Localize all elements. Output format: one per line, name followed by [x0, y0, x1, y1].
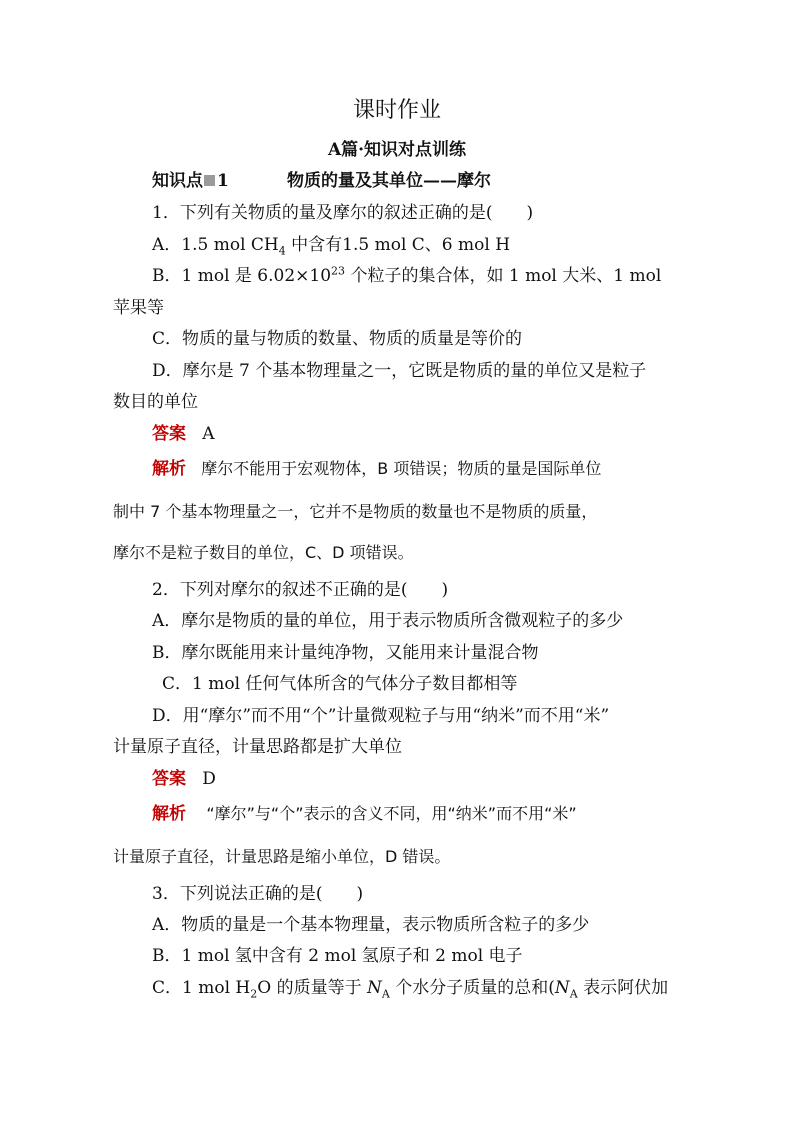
q1-option-b-text: B．1 mol 是 6.02×10: [152, 266, 332, 286]
q2-option-a: A．摩尔是物质的量的单位，用于表示物质所含微观粒子的多少: [152, 611, 624, 631]
q3-option-c-subscript: 2: [250, 987, 258, 1001]
q3-option-c: [152, 978, 669, 1001]
q1-option-a: [152, 235, 511, 258]
q1-analysis: [152, 459, 601, 479]
knowledge-point-number: 1: [217, 171, 229, 191]
q1-option-c: C．物质的量与物质的数量、物质的质量是等价的: [152, 329, 523, 349]
q2-option-b: B．摩尔既能用来计量纯净物，又能用来计量混合物: [152, 643, 539, 663]
q1-option-d: D．摩尔是 7 个基本物理量之一，它既是物质的量的单位又是粒子: [152, 361, 647, 381]
avogadro-symbol: N: [554, 978, 570, 998]
q1-option-a-text: A．1.5 mol CH: [152, 235, 279, 255]
q1-option-b-continued: 苹果等: [113, 298, 164, 318]
q2-analysis-line2: 计量原子直径，计量思路是缩小单位，D 错误。: [113, 847, 451, 866]
q2-answer: [152, 769, 216, 789]
avogadro-subscript: A: [381, 987, 390, 1001]
answer-label: 答案: [152, 424, 186, 444]
knowledge-point-label: 知识点: [152, 171, 203, 191]
section-heading: A篇·知识对点训练: [327, 140, 467, 160]
q1-analysis-line1: 摩尔不能用于宏观物体，B 项错误；物质的量是国际单位: [201, 459, 602, 478]
q3-option-c-text-mid2: 个水分子质量的总和(: [389, 978, 555, 998]
knowledge-point-topic: 物质的量及其单位——摩尔: [287, 171, 491, 191]
avogadro-subscript: A: [569, 987, 578, 1001]
analysis-label: 解析: [152, 804, 186, 824]
q2-answer-value: D: [202, 769, 216, 789]
knowledge-point-heading: [152, 171, 229, 191]
square-icon: [204, 175, 215, 186]
q1-answer: [152, 424, 215, 444]
analysis-label: 解析: [152, 459, 186, 479]
q1-stem: 1．下列有关物质的量及摩尔的叙述正确的是( ): [152, 203, 534, 223]
q2-stem: 2．下列对摩尔的叙述不正确的是( ): [152, 580, 449, 600]
q1-option-d-continued: 数目的单位: [113, 392, 198, 412]
q2-option-d: D．用“摩尔”而不用“个”计量微观粒子与用“纳米”而不用“米”: [152, 706, 610, 726]
q1-option-b-superscript: 23: [331, 264, 346, 278]
q1-analysis-line3: 摩尔不是粒子数目的单位，C、D 项错误。: [113, 543, 414, 562]
q3-option-c-text-end: 表示阿伏加: [577, 978, 669, 998]
q2-option-d-continued: 计量原子直径，计量思路都是扩大单位: [113, 737, 402, 757]
q2-analysis-line1: “摩尔”与“个”表示的含义不同，用“纳米”而不用“米”: [206, 804, 577, 823]
q3-option-c-text-mid: O 的质量等于: [257, 978, 367, 998]
q1-option-b-text-end: 个粒子的集合体，如 1 mol 大米、1 mol: [345, 266, 662, 286]
avogadro-symbol: N: [367, 978, 382, 998]
q3-option-a: A．物质的量是一个基本物理量，表示物质所含粒子的多少: [152, 915, 590, 935]
answer-label: 答案: [152, 769, 186, 789]
q3-option-b: B．1 mol 氢中含有 2 mol 氢原子和 2 mol 电子: [152, 946, 523, 966]
q1-option-a-text-end: 中含有1.5 mol C、6 mol H: [285, 235, 511, 255]
q1-option-a-subscript: 4: [278, 244, 286, 258]
q1-answer-value: A: [202, 424, 215, 444]
q1-analysis-line2: 制中 7 个基本物理量之一，它并不是物质的数量也不是物质的质量，: [113, 502, 598, 521]
q2-analysis: [152, 804, 577, 824]
q1-option-b: [152, 266, 661, 286]
page-title: 课时作业: [352, 98, 441, 123]
q2-option-c: C．1 mol 任何气体所含的气体分子数目都相等: [162, 674, 518, 694]
q3-option-c-text: C．1 mol H: [152, 978, 251, 998]
q3-stem: 3．下列说法正确的是( ): [152, 884, 364, 904]
